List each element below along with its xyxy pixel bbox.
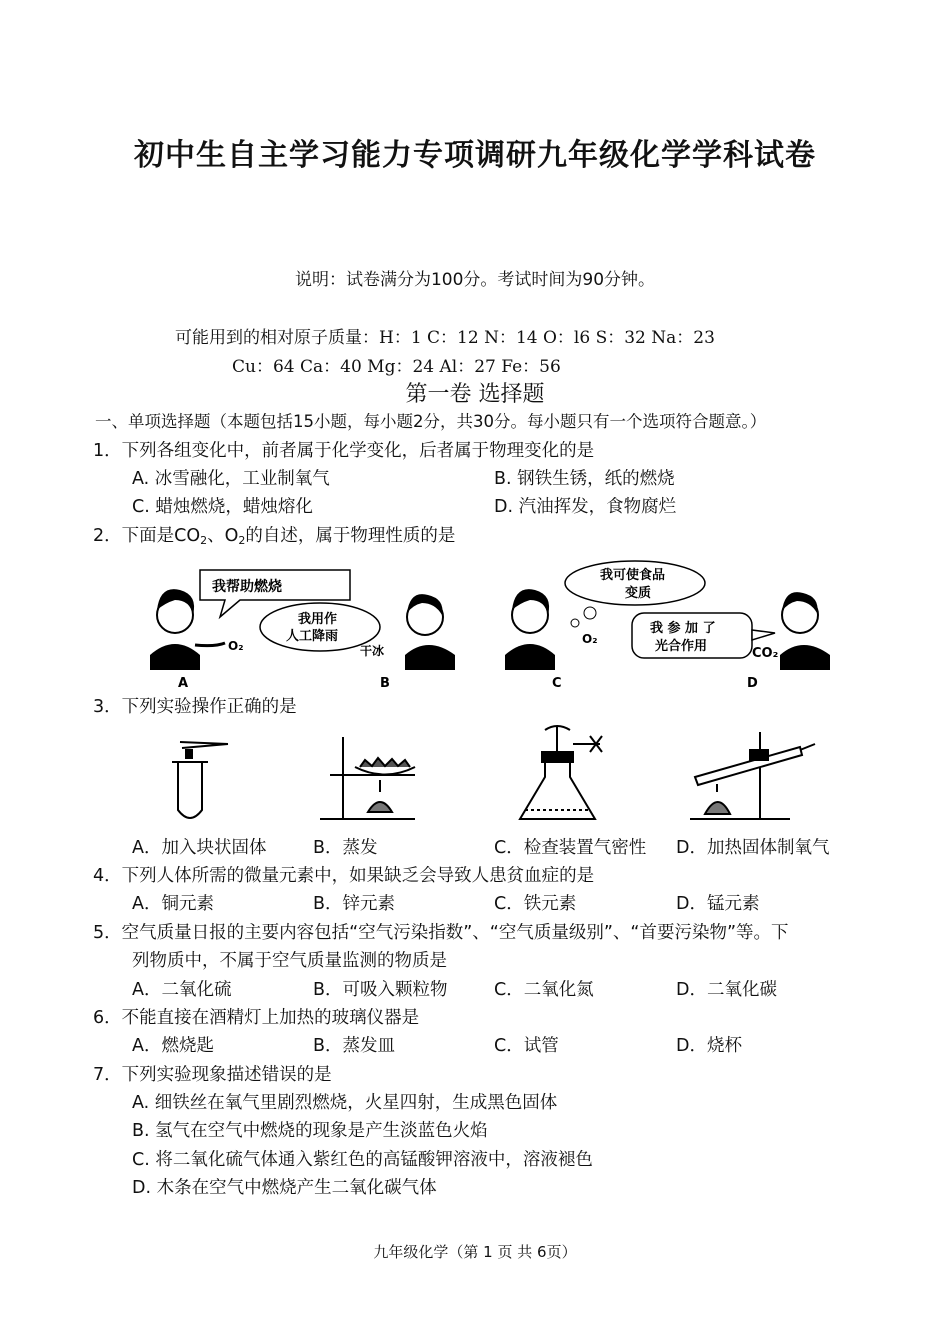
q4-option-d: D．锰元素 [676,894,760,914]
q2-figure-b [260,594,455,691]
q3-option-a: A．加入块状固体 [132,838,267,858]
q2-illustration [120,555,840,695]
q2-bubble-a: 我帮助燃烧 [212,579,282,595]
q6-option-c: C．试管 [494,1036,559,1056]
q3-option-d: D．加热固体制氧气 [676,838,830,858]
q3-illustration [150,722,830,827]
q3-apparatus-d [690,732,815,819]
q4-option-c: C．铁元素 [494,894,577,914]
q2-stem-suffix: 的自述，属于物理性质的是 [245,526,456,546]
q1-option-a: A. 冰雪融化，工业制氧气 [132,469,330,489]
atomic-mass-line-2: Cu：64 Ca：40 Mg：24 Al：27 Fe：56 [232,357,561,377]
q5-option-a: A．二氧化硫 [132,980,232,1000]
q7-option-c: C. 将二氧化硫气体通入紫红色的高锰酸钾溶液中，溶液褪色 [132,1150,593,1170]
page-footer: 九年级化学（第 1 页 共 6页） [373,1243,577,1261]
q6-stem: 6．不能直接在酒精灯上加热的玻璃仪器是 [93,1008,420,1028]
q3-option-b: B．蒸发 [313,838,378,858]
q2-bubble-d2: 光合作用 [655,639,708,654]
q6-option-b: B．蒸发皿 [313,1036,396,1056]
q3-apparatus-a [172,742,228,818]
q2-bubble-b2: 人工降雨 [286,629,339,644]
q2-letter-c: C [552,676,562,691]
q2-stem-mid: 、O [207,526,239,546]
q3-apparatus-c [520,726,602,819]
page-title: 初中生自主学习能力专项调研九年级化学学科试卷 [134,138,816,173]
atomic-mass-line-1: 可能用到的相对原子质量：H：1 C：12 N：14 O：l6 S：32 Na：23 [175,328,715,348]
q5-stem-line-2: 列物质中，不属于空气质量监测的物质是 [132,951,447,971]
q1-option-d: D. 汽油挥发，食物腐烂 [494,497,677,517]
q7-stem: 7．下列实验现象描述错误的是 [93,1065,332,1085]
q6-option-a: A．燃烧匙 [132,1036,214,1056]
q4-option-a: A．铜元素 [132,894,214,914]
q3-apparatus-b [320,737,415,819]
q2-stem [93,522,455,547]
q1-option-b: B. 钢铁生锈，纸的燃烧 [494,469,675,489]
q5-option-d: D．二氧化碳 [676,980,777,1000]
q2-bubble-b1: 我用作 [298,612,338,627]
q2-bubble-c1: 我可使食品 [600,568,666,583]
exam-note: 说明：试卷满分为100分。考试时间为90分钟。 [294,270,656,290]
q2-o2-c: O₂ [582,632,598,646]
q6-option-d: D．烧杯 [676,1036,742,1056]
q2-figure-d [632,592,830,691]
q2-stem-prefix: 2．下面是CO [93,526,201,546]
section-title: 一、单项选择题（本题包括15小题，每小题2分，共30分。每小题只有一个选项符合题意。） [95,412,767,431]
q5-option-b: B．可吸入颗粒物 [313,980,448,1000]
q2-letter-b: B [380,676,390,691]
q2-co2-d: CO₂ [752,646,779,661]
q2-label-b: 干冰 [360,644,385,658]
q4-option-b: B．锌元素 [313,894,396,914]
q2-stem-sub1: 2 [200,534,208,547]
q1-option-c: C. 蜡烛燃烧，蜡烛熔化 [132,497,313,517]
q2-stem-sub2: 2 [238,534,246,547]
q7-option-a: A. 细铁丝在氧气里剧烈燃烧，火星四射，生成黑色固体 [132,1093,558,1113]
q1-stem: 1．下列各组变化中，前者属于化学变化，后者属于物理变化的是 [93,441,595,461]
q4-stem: 4．下列人体所需的微量元素中，如果缺乏会导致人患贫血症的是 [93,866,595,886]
q5-option-c: C．二氧化氮 [494,980,594,1000]
q3-stem: 3．下列实验操作正确的是 [93,697,297,717]
q7-option-d: D. 木条在空气中燃烧产生二氧化碳气体 [132,1178,437,1198]
q2-bubble-d1: 我 参 加 了 [650,621,716,636]
volume-title: 第一卷 选择题 [405,382,545,407]
q7-option-b: B. 氢气在空气中燃烧的现象是产生淡蓝色火焰 [132,1121,488,1141]
q2-letter-d: D [747,676,758,691]
q5-stem-line-1: 5．空气质量日报的主要内容包括“空气污染指数”、“空气质量级别”、“首要污染物”等。下 [93,923,789,943]
q2-bubble-c2: 变质 [625,586,652,601]
q2-letter-a: A [178,676,189,691]
q2-o2-a: O₂ [228,639,244,653]
q3-option-c: C．检查装置气密性 [494,838,647,858]
